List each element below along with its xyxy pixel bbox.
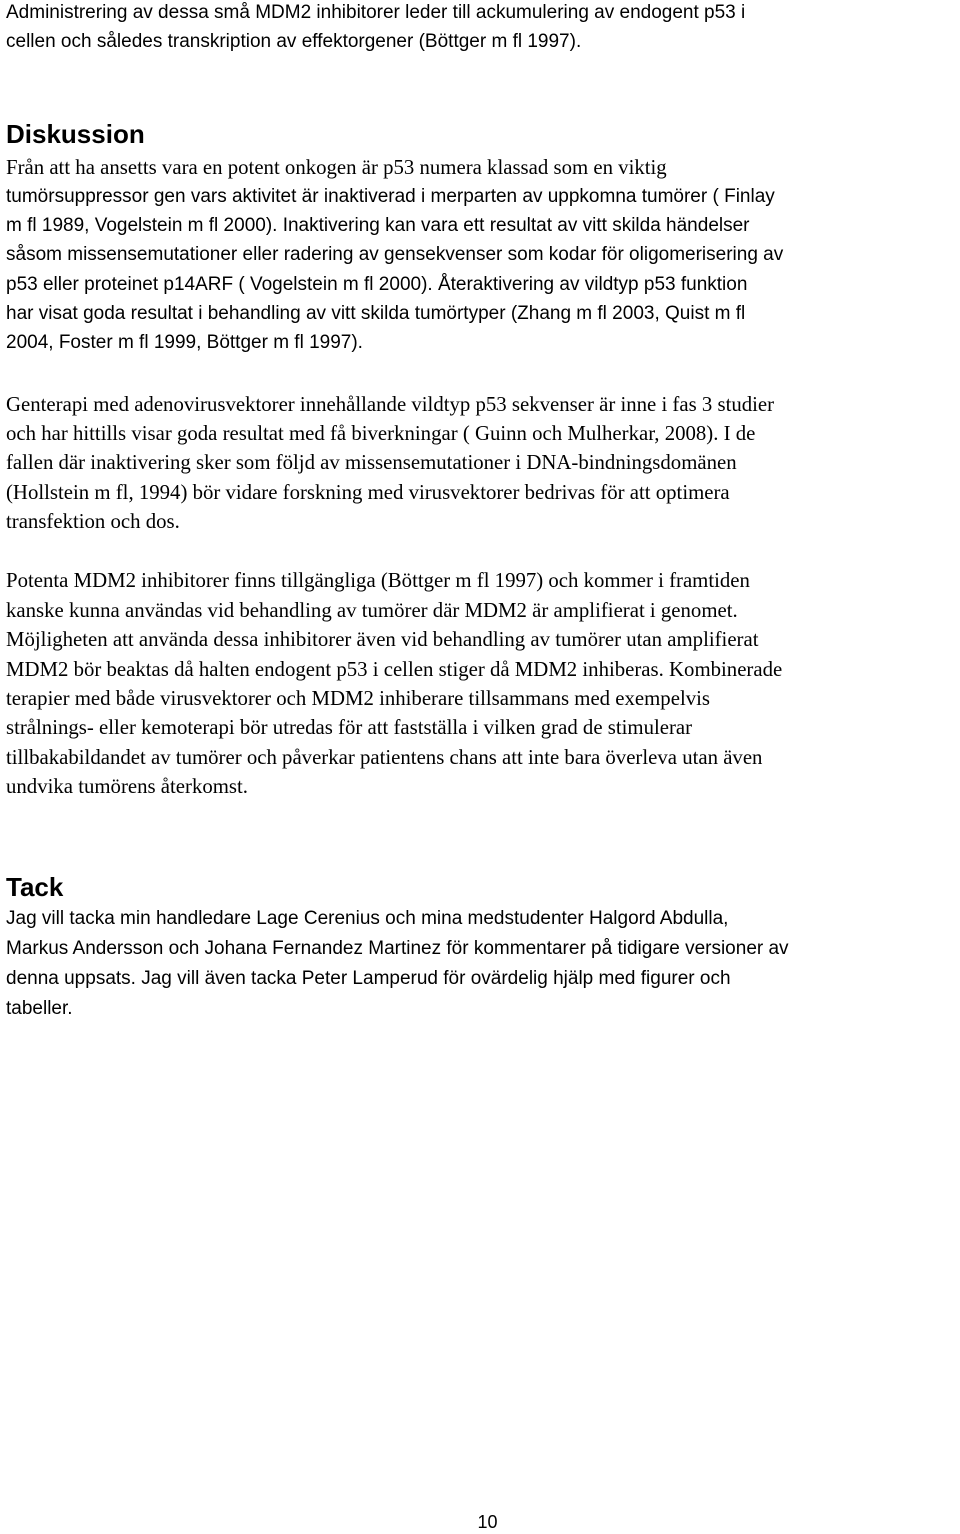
paragraph-line: tumörsuppressor gen vars aktivitet är inaktiverad i merparten av uppkomna tumörer ( Finlay [6, 186, 775, 207]
paragraph-line: tabeller. [6, 998, 73, 1019]
page-number: 10 [477, 1512, 498, 1532]
paragraph-line: m fl 1989, Vogelstein m fl 2000). Inaktivering kan vara ett resultat av vitt skilda händelser [6, 215, 750, 236]
paragraph-line: Möjligheten att använda dessa inhibitorer även vid behandling av tumörer utan amplifierat [6, 628, 759, 651]
paragraph-line: Potenta MDM2 inhibitorer finns tillgängliga (Böttger m fl 1997) och kommer i framtiden [6, 569, 750, 592]
intro-line: cellen och således transkription av effektorgener (Böttger m fl 1997). [6, 31, 582, 52]
paragraph-line: (Hollstein m fl, 1994) bör vidare forskning med virusvektorer bedrivas för att optimera [6, 481, 730, 504]
paragraph-line: terapier med både virusvektorer och MDM2 inhiberare tillsammans med exempelvis [6, 687, 710, 710]
paragraph-line: transfektion och dos. [6, 510, 180, 533]
intro-line: Administrering av dessa små MDM2 inhibitorer leder till ackumulering av endogent p53 i [6, 2, 746, 23]
paragraph-line: Genterapi med adenovirusvektorer innehållande vildtyp p53 sekvenser är inne i fas 3 studier [6, 393, 775, 416]
paragraph-line: tillbakabildandet av tumörer och påverkar patientens chans att inte bara överleva utan även [6, 746, 763, 769]
section-heading-diskussion: Diskussion [6, 119, 145, 149]
section-heading-tack: Tack [6, 872, 64, 902]
paragraph-line: Från att ha ansetts vara en potent onkogen är p53 numera klassad som en viktig [6, 156, 667, 179]
paragraph-line: såsom missensemutationer eller radering av gensekvenser som kodar för oligomerisering av [6, 244, 784, 265]
paragraph-line: kanske kunna användas vid behandling av tumörer där MDM2 är amplifierat i genomet. [6, 599, 738, 622]
paragraph-line: och har hittills visar goda resultat med få biverkningar ( Guinn och Mulherkar, 2008). I de [6, 422, 756, 445]
paragraph-line: MDM2 bör beaktas då halten endogent p53 i cellen stiger då MDM2 inhiberas. Kombinerade [6, 658, 783, 681]
paragraph-line: Markus Andersson och Johana Fernandez Martinez för kommentarer på tidigare versioner av [6, 938, 789, 959]
paragraph-line: strålnings- eller kemoterapi bör utredas för att fastställa i vilken grad de stimulerar [6, 716, 693, 739]
paragraph-line: har visat goda resultat i behandling av vitt skilda tumörtyper (Zhang m fl 2003, Quist m fl [6, 303, 746, 324]
paragraph-line: fallen där inaktivering sker som följd av missensemutationer i DNA-bindningsdomänen [6, 451, 737, 474]
paragraph-line: Jag vill tacka min handledare Lage Cerenius och mina medstudenter Halgord Abdulla, [6, 908, 729, 929]
paragraph-line: denna uppsats. Jag vill även tacka Peter Lamperud för ovärdelig hjälp med figurer och [6, 968, 731, 989]
paragraph-line: undvika tumörens återkomst. [6, 775, 249, 798]
paragraph-line: p53 eller proteinet p14ARF ( Vogelstein m fl 2000). Återaktivering av vildtyp p53 funktion [6, 274, 748, 295]
paragraph-line: 2004, Foster m fl 1999, Böttger m fl 1997). [6, 332, 363, 353]
